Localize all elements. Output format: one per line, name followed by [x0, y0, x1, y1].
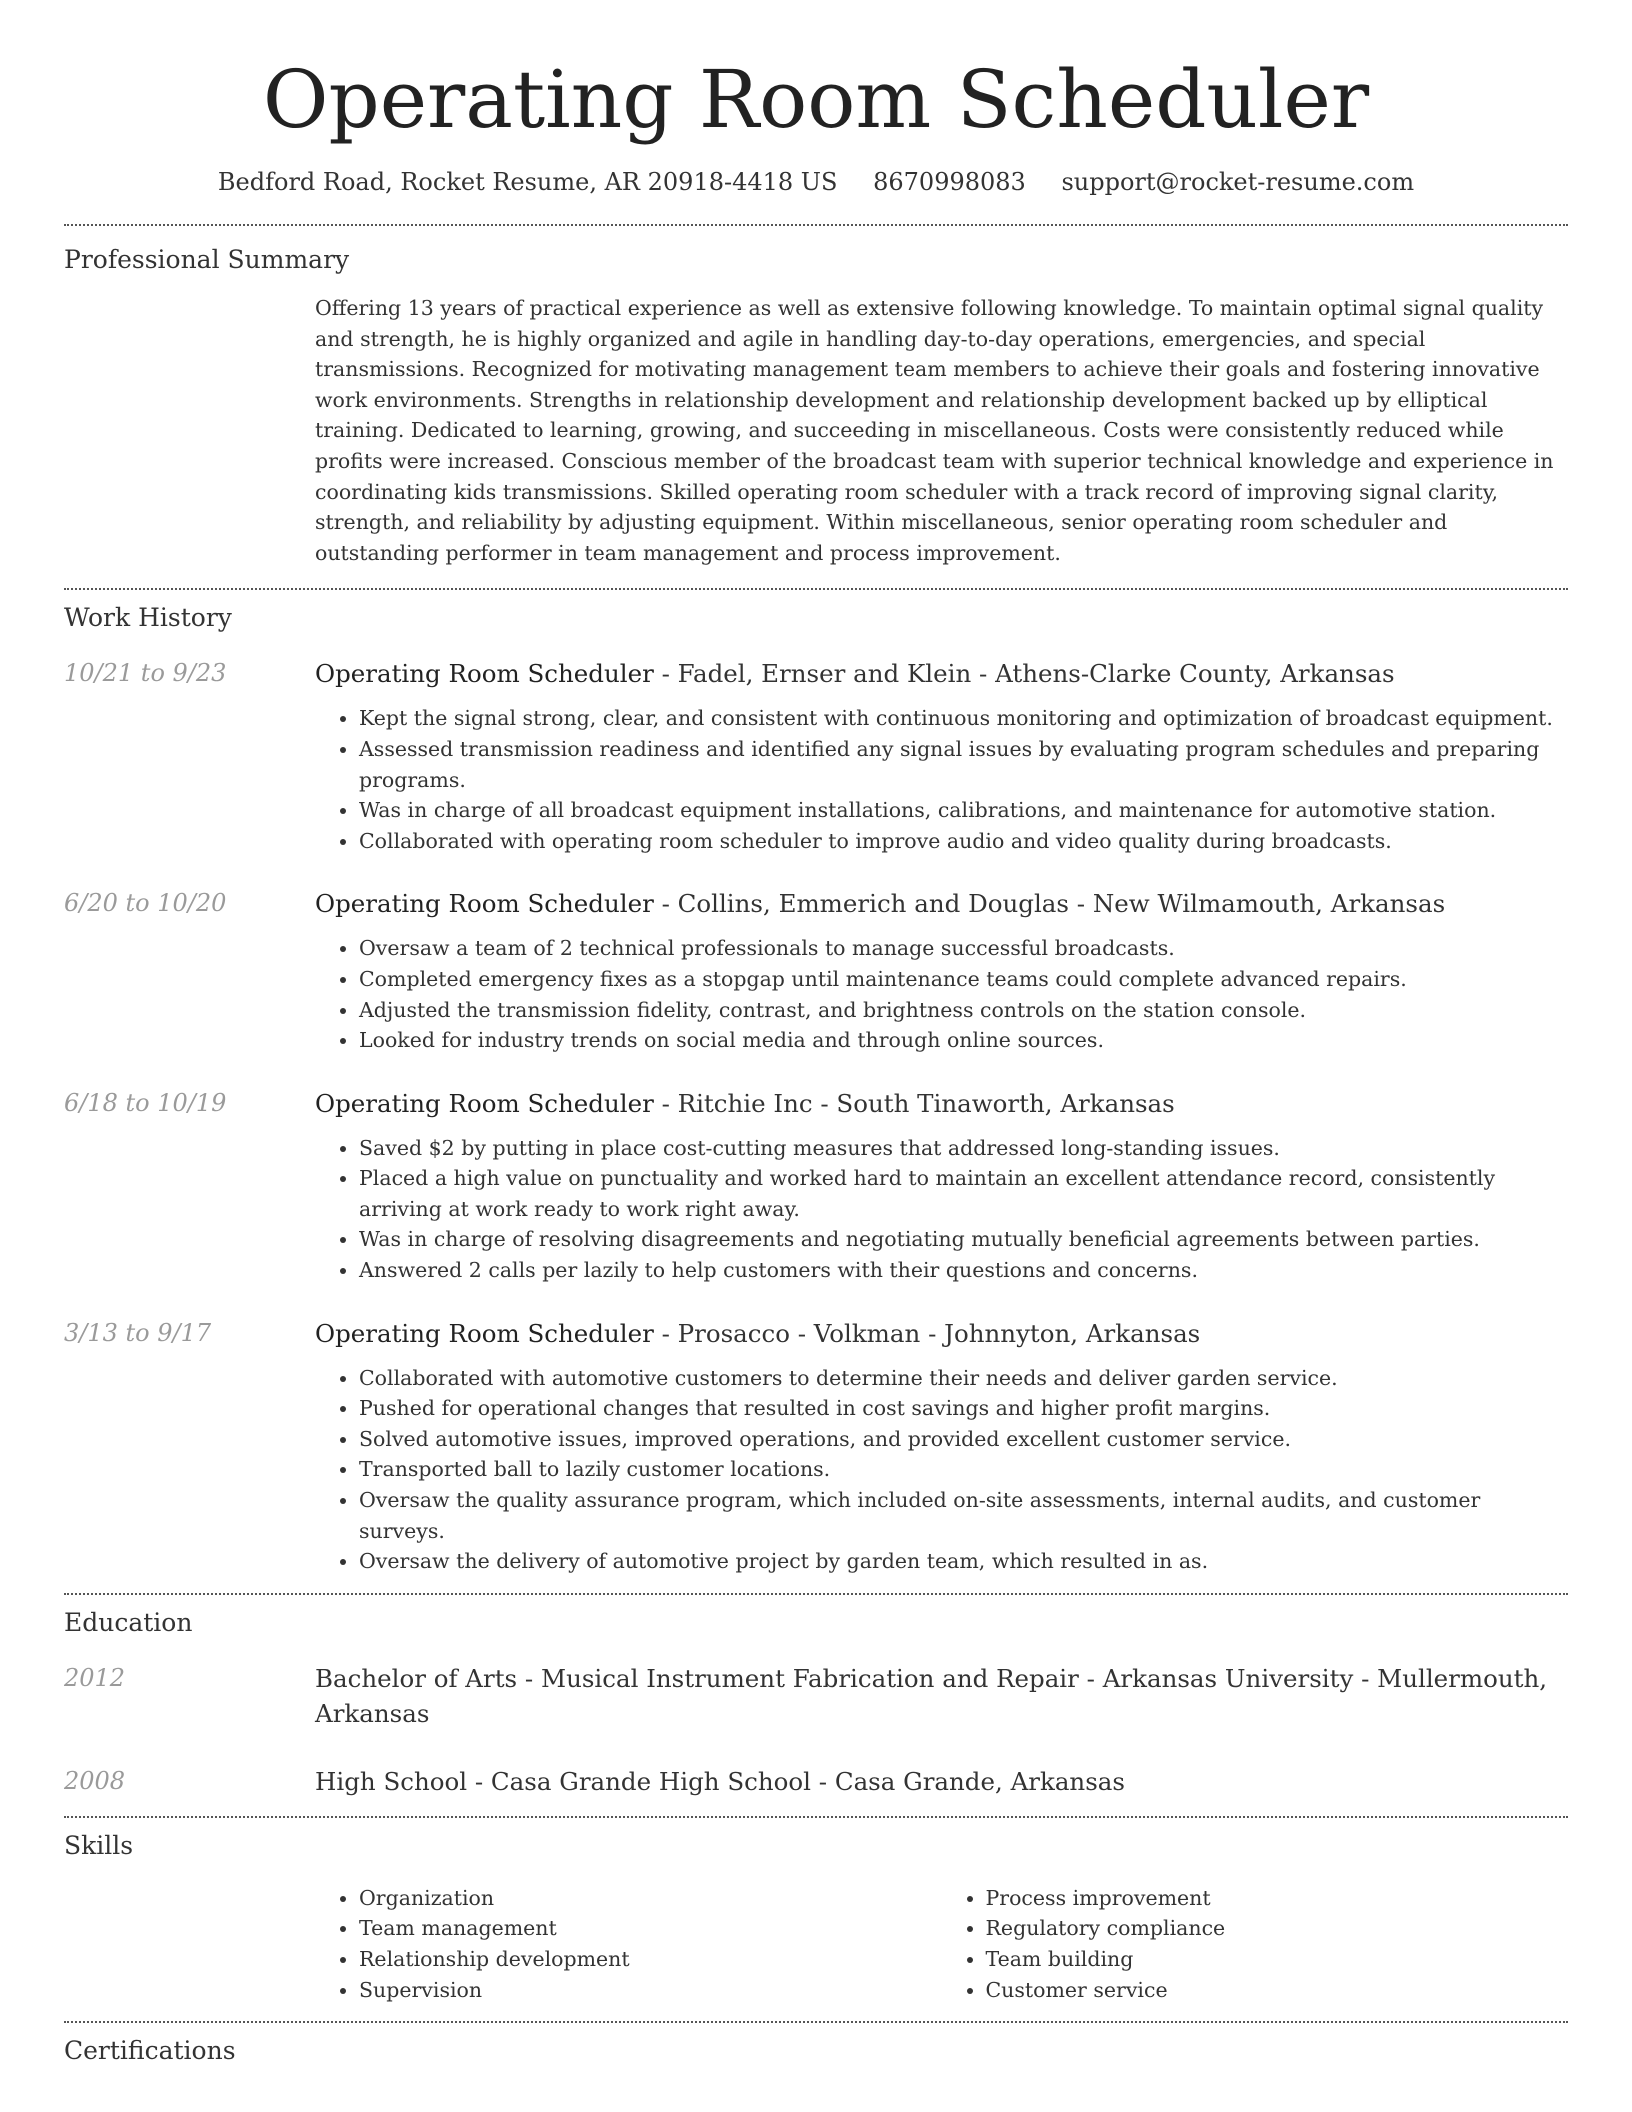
contact-email: support@rocket-resume.com	[1061, 168, 1415, 196]
job-role: Operating Room Scheduler	[315, 1318, 654, 1348]
education-degree: High School	[315, 1766, 468, 1796]
list-item: • Completed emergency fixes as a stopgap until maintenance teams could complete advanced repairs.	[359, 964, 1568, 995]
resume-name: Operating Room Scheduler	[262, 53, 1370, 146]
education-degree: Bachelor of Arts	[315, 1663, 518, 1693]
job-title	[315, 1086, 1568, 1121]
list-item: • Solved automotive issues, improved operations, and provided excellent customer service.	[359, 1424, 1568, 1455]
job-entry	[64, 886, 1568, 1055]
skill-item: • Relationship development	[359, 1944, 942, 1975]
list-item: • Adjusted the transmission fidelity, contrast, and brightness controls on the station console.	[359, 995, 1568, 1026]
job-employer: - Prosacco - Volkman - Johnnyton, Arkansas	[653, 1318, 1201, 1348]
list-item: • Collaborated with automotive customers to determine their needs and deliver garden service.	[359, 1363, 1568, 1394]
job-role: Operating Room Scheduler	[315, 889, 654, 919]
education-entry	[64, 1661, 1568, 1731]
skill-item: • Process improvement	[986, 1883, 1569, 1914]
job-role: Operating Room Scheduler	[315, 659, 654, 689]
summary-heading: Professional Summary	[64, 245, 350, 274]
job-dates: 10/21 to 9/23	[64, 659, 227, 688]
list-item: • Saved $2 by putting in place cost-cutting measures that addressed long-standing issues.	[359, 1133, 1568, 1164]
skill-item: • Customer service	[986, 1975, 1569, 2006]
education-year: 2008	[64, 1766, 126, 1795]
contact-phone: 8670998083	[873, 168, 1026, 196]
divider	[64, 1816, 1568, 1818]
job-dates: 3/13 to 9/17	[64, 1318, 212, 1347]
skill-item: • Supervision	[359, 1975, 942, 2006]
skills-column-left	[315, 1883, 942, 2005]
list-item: • Collaborated with operating room scheduler to improve audio and video quality during broadcasts.	[359, 826, 1568, 857]
job-bullets	[315, 703, 1568, 856]
job-title	[315, 1316, 1568, 1351]
job-role: Operating Room Scheduler	[315, 1088, 654, 1118]
certifications-heading: Certifications	[64, 2036, 236, 2066]
list-item: • Pushed for operational changes that resulted in cost savings and higher profit margins.	[359, 1393, 1568, 1424]
list-item: • Placed a high value on punctuality and worked hard to maintain an excellent attendance record, consistently arriving at work ready to work right away.	[359, 1163, 1568, 1224]
list-item: • Was in charge of all broadcast equipment installations, calibrations, and maintenance for automotive station.	[359, 795, 1568, 826]
list-item: • Was in charge of resolving disagreements and negotiating mutually beneficial agreements between parties.	[359, 1224, 1568, 1255]
divider	[64, 224, 1568, 226]
skill-item: • Team management	[359, 1913, 942, 1944]
job-bullets	[315, 1363, 1568, 1577]
summary-text: Offering 13 years of practical experience as well as extensive following knowledge. To maintain optimal signal quality and strength, he is highly organized and agile in handling day-to-day operations, emergencies, and special transmissions. Recognized for motivating management team members to achieve their goals and fostering innovative work environments. Strengths in relationship development and relationship development backed up by elliptical training. Dedicated to learning, growing, and succeeding in miscellaneous. Costs were consistently reduced while profits were increased. Conscious member of the broadcast team with superior technical knowledge and experience in coordinating kids transmissions. Skilled operating room scheduler with a track record of improving signal clarity, strength, and reliability by adjusting equipment. Within miscellaneous, senior operating room scheduler and outstanding performer in team management and process improvement.	[315, 296, 1554, 565]
list-item: • Assessed transmission readiness and identified any signal issues by evaluating program schedules and preparing programs.	[359, 734, 1568, 795]
job-employer: - Fadel, Ernser and Klein - Athens-Clarke County, Arkansas	[653, 659, 1395, 689]
divider	[64, 1593, 1568, 1595]
list-item: • Looked for industry trends on social media and through online sources.	[359, 1025, 1568, 1056]
job-entry	[64, 1086, 1568, 1286]
divider	[64, 588, 1568, 590]
list-item: • Kept the signal strong, clear, and consistent with continuous monitoring and optimization of broadcast equipment.	[359, 703, 1568, 734]
skill-item: • Regulatory compliance	[986, 1913, 1569, 1944]
education-section	[64, 1607, 1568, 1799]
job-title	[315, 656, 1568, 691]
list-item: • Oversaw a team of 2 technical professionals to manage successful broadcasts.	[359, 933, 1568, 964]
skills-column-right	[942, 1883, 1569, 2005]
job-dates: 6/20 to 10/20	[64, 889, 227, 918]
skills-section	[64, 1830, 1568, 2005]
skill-item: • Organization	[359, 1883, 942, 1914]
list-item: • Transported ball to lazily customer locations.	[359, 1454, 1568, 1485]
job-title	[315, 886, 1568, 921]
education-details: - Casa Grande High School - Casa Grande, Arkansas	[467, 1766, 1125, 1796]
resume-page	[64, 0, 1568, 2067]
education-entry	[64, 1764, 1568, 1799]
job-entry	[64, 1316, 1568, 1577]
skills-list	[315, 1883, 1568, 2005]
education-details: - Musical Instrument Fabrication and Repair - Arkansas University - Mullermouth, Arkansas	[315, 1663, 1548, 1728]
job-employer: - Collins, Emmerich and Douglas - New Wilmamouth, Arkansas	[653, 889, 1446, 919]
education-year: 2012	[64, 1663, 126, 1692]
work-history-heading: Work History	[64, 603, 232, 633]
job-bullets	[315, 1133, 1568, 1286]
summary-section	[64, 244, 1568, 568]
job-bullets	[315, 933, 1568, 1055]
education-heading: Education	[64, 1607, 193, 1637]
job-dates: 6/18 to 10/19	[64, 1088, 227, 1117]
contact-line	[64, 166, 1568, 198]
skills-heading: Skills	[64, 1830, 134, 1860]
work-history-section	[64, 602, 1568, 1576]
list-item: • Oversaw the delivery of automotive project by garden team, which resulted in as.	[359, 1546, 1568, 1577]
job-employer: - Ritchie Inc - South Tinaworth, Arkansas	[653, 1088, 1175, 1118]
certifications-section	[64, 2035, 1568, 2067]
contact-address: Bedford Road, Rocket Resume, AR 20918-4418 US	[217, 168, 838, 196]
skill-item: • Team building	[986, 1944, 1569, 1975]
job-entry	[64, 656, 1568, 856]
list-item: • Answered 2 calls per lazily to help customers with their questions and concerns.	[359, 1255, 1568, 1286]
list-item: • Oversaw the quality assurance program, which included on-site assessments, internal audits, and customer surveys.	[359, 1485, 1568, 1546]
divider	[64, 2021, 1568, 2023]
